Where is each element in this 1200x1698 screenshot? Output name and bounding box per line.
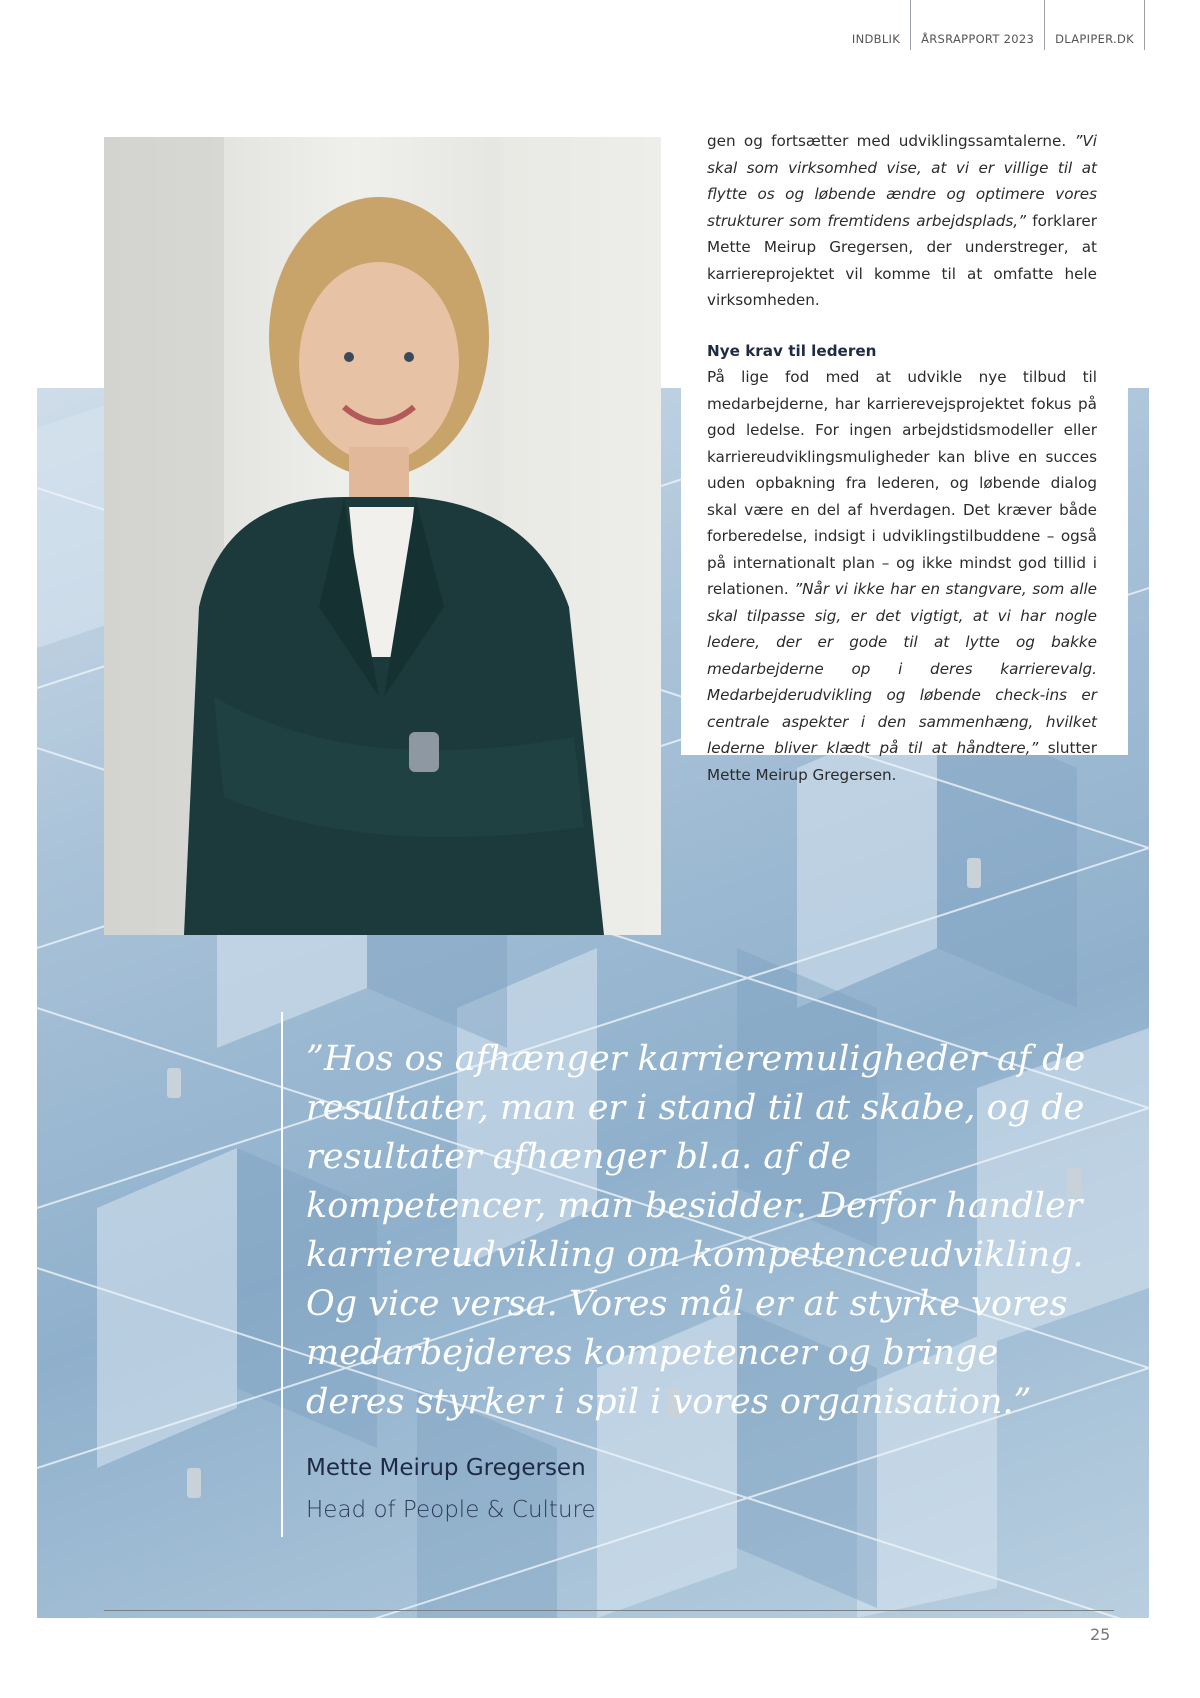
- header-item-aarsrapport[interactable]: ÅRSRAPPORT 2023: [911, 0, 1045, 50]
- pull-quote: ”Hos os afhænger karrieremuligheder af de resultater, man er i stand til at skabe, og de resultater afhænger bl.a. af de kompetencer, man besidder. Derfor handler karriereudvikling om kompetenceudvikling. Og vice versa. Vores mål er at styrke vores medarbejderes kompetencer og bringe deres styrker i spil i vores organisation.”: [306, 1039, 1086, 1422]
- inline-quote: ”Når vi ikke har en stangvare, som alle skal tilpasse sig, er det vigtigt, at vi har nogle ledere, der er gode til at lytte og bakke medarbejderne op i deres karrierevalg. Medarbejderudvikling og løbende check-ins er centrale aspekter i den sammenhæng, hvilket lederne bliver klædt på til at håndtere,”: [707, 580, 1098, 757]
- header-nav: [842, 0, 1145, 50]
- paragraph-text: forklarer Mette Meirup Gregersen, der understreger, at karriereprojektet vil komme til at omfatte hele virksomheden.: [707, 211, 1098, 309]
- paragraph-text: På lige fod med at udvikle nye tilbud til medarbejderne, har karrierevejsprojektet fokus på god ledelse. For ingen arbejdstidsmodeller eller karriereudviklingsmuligheder kan blive en succes uden opbakning fra lederen, og løbende dialog skal være en del af hverdagen. Det kræver både forberedelse, indsigt i udviklingstilbuddene – også på internationalt plan – og ikke mindst god tillid i relationen.: [707, 368, 1097, 598]
- quote-author-name: Mette Meirup Gregersen: [306, 1455, 586, 1481]
- quote-divider: [281, 1012, 283, 1537]
- paragraph-text: slutter Mette Meirup Gregersen.: [707, 739, 1097, 784]
- header-item-indblik[interactable]: INDBLIK: [842, 0, 911, 50]
- inline-quote: ”Vi skal som virksomhed vise, at vi er villige til at flytte os og løbende ændre og optimere vores strukturer som fremtidens arbejdsplads,”: [707, 132, 1097, 230]
- portrait-photo: [104, 137, 661, 935]
- header-item-website[interactable]: DLAPIPER.DK: [1045, 0, 1145, 50]
- paragraph-text: gen og fortsætter med udviklingssamtalerne.: [707, 132, 1075, 150]
- footer-divider: [104, 1610, 1114, 1611]
- quote-author-role: Head of People & Culture: [306, 1497, 596, 1523]
- article-body: [707, 128, 1097, 788]
- article-paragraph-1: [707, 128, 1097, 314]
- article-subheading: Nye krav til lederen: [707, 341, 877, 360]
- article-paragraph-2: [707, 364, 1097, 788]
- page-number: 25: [1090, 1625, 1111, 1644]
